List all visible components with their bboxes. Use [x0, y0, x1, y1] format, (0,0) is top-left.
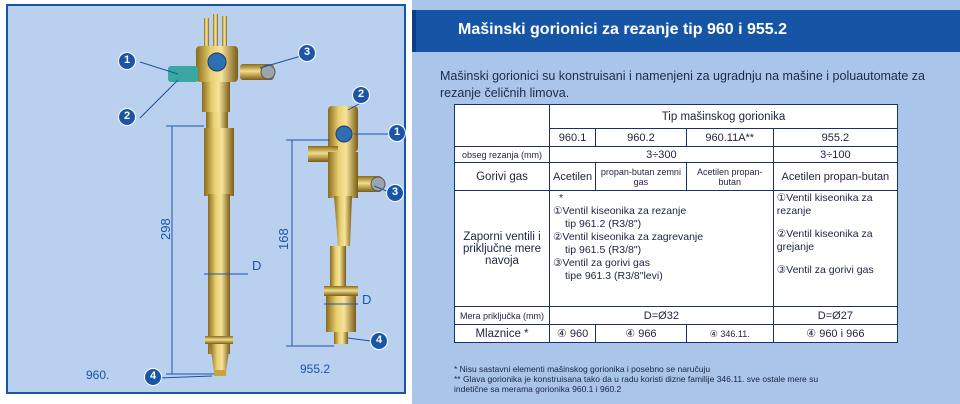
list-item: *: [559, 192, 564, 204]
list-item: ③Ventil za gorivi gas: [553, 257, 650, 269]
page-title: Mašinski gorionici za rezanje tip 960 i 955.2: [458, 21, 788, 38]
list-item: ②Ventil kiseonika za zagrevanje: [553, 231, 704, 243]
table-row: [455, 325, 898, 343]
mlaznice-960-11a: ④ 346.11.: [686, 325, 773, 343]
mlaznice-label: Mlaznice *: [455, 325, 550, 343]
torch-955: [308, 106, 385, 344]
table-row: [455, 163, 898, 191]
drawing-panel: [0, 0, 412, 404]
spec-table: [454, 104, 898, 343]
callout-3-960: 3: [298, 44, 316, 62]
intro-text: Mašinski gorionici su konstruisani i namenjeni za ugradnju na mašine i poluautomate za rezanje čeličnih limova.: [440, 69, 925, 100]
torch-illustration: [8, 6, 404, 392]
type-960-2: 960.2: [596, 129, 687, 147]
list-item: tip 961.5 (R3/8"): [565, 244, 642, 256]
gas-label: Gorivi gas: [455, 163, 550, 191]
mlaznice-960-1: ④ 960: [550, 325, 596, 343]
table-row: [455, 191, 898, 307]
mera-955: D=Ø27: [773, 307, 897, 325]
range-955: 3÷100: [773, 147, 897, 163]
type-960-1: 960.1: [550, 129, 596, 147]
callout-1-960: 1: [118, 52, 136, 70]
type-955-2: 955.2: [773, 129, 897, 147]
mera-label: Mera priključka (mm): [455, 307, 550, 325]
label-955: 955.2: [300, 362, 331, 376]
gas-960-11a: Acetilen propan-butan: [686, 163, 773, 191]
gas-955-2: Acetilen propan-butan: [773, 163, 897, 191]
footnote: * Nisu sastavni elementi mašinskog gorionika i posebno se naručuju: [454, 364, 711, 374]
callout-4-955: 4: [370, 332, 388, 350]
label-960: 960.: [86, 368, 110, 382]
list-item: ①Ventil kiseonika za rezanje: [553, 205, 687, 217]
list-item: ①Ventil kiseonika za rezanje: [776, 192, 873, 217]
gas-960-2: propan-butan zemni gas: [596, 163, 687, 191]
range-label: obseg rezanja (mm): [455, 147, 550, 163]
diameter-label-960: D: [252, 258, 262, 273]
type-960-11a: 960.11A**: [686, 129, 773, 147]
drawing-frame: [6, 4, 406, 394]
range-960: 3÷300: [550, 147, 774, 163]
table-row: [455, 147, 898, 163]
callout-2-955: 2: [352, 86, 370, 104]
list-item: tipe 961.3 (R3/8"levi): [565, 270, 663, 282]
table-row: [455, 105, 898, 129]
footnote: indetične sa merama gorionika 960.1 i 960.2: [454, 384, 622, 394]
valves-label: Zaporni ventili i priključne mere navoja: [455, 191, 550, 307]
valves-960: [550, 191, 774, 307]
footnote: ** Glava gorionika je konstruisana tako da u radu koristi dizne familije 346.11. sve ostale mere su: [454, 374, 819, 384]
diameter-label-955: D: [362, 292, 372, 307]
info-panel: [412, 0, 960, 404]
callout-1-955: 1: [388, 124, 406, 142]
gas-960-1: Acetilen: [550, 163, 596, 191]
mlaznice-955-2: ④ 960 i 966: [773, 325, 897, 343]
table-header: Tip mašinskog gorionika: [550, 105, 898, 129]
list-item: ②Ventil kiseonika za grejanje: [776, 228, 873, 253]
list-item: tip 961.2 (R3/8"): [565, 218, 642, 230]
list-item: ③Ventil za gorivi gas: [776, 264, 874, 276]
mera-960: D=Ø32: [550, 307, 774, 325]
footnotes: [454, 364, 954, 394]
mlaznice-960-2: ④ 966: [596, 325, 687, 343]
callout-3-955: 3: [386, 184, 404, 202]
dimension-955: 168: [276, 228, 291, 250]
dimension-960: 298: [158, 218, 173, 240]
torch-960: [168, 14, 275, 376]
table-row: [455, 307, 898, 325]
title-bar: [412, 10, 960, 52]
callout-2-960: 2: [118, 108, 136, 126]
valves-955: [773, 191, 897, 307]
callout-4-960: 4: [144, 368, 162, 386]
